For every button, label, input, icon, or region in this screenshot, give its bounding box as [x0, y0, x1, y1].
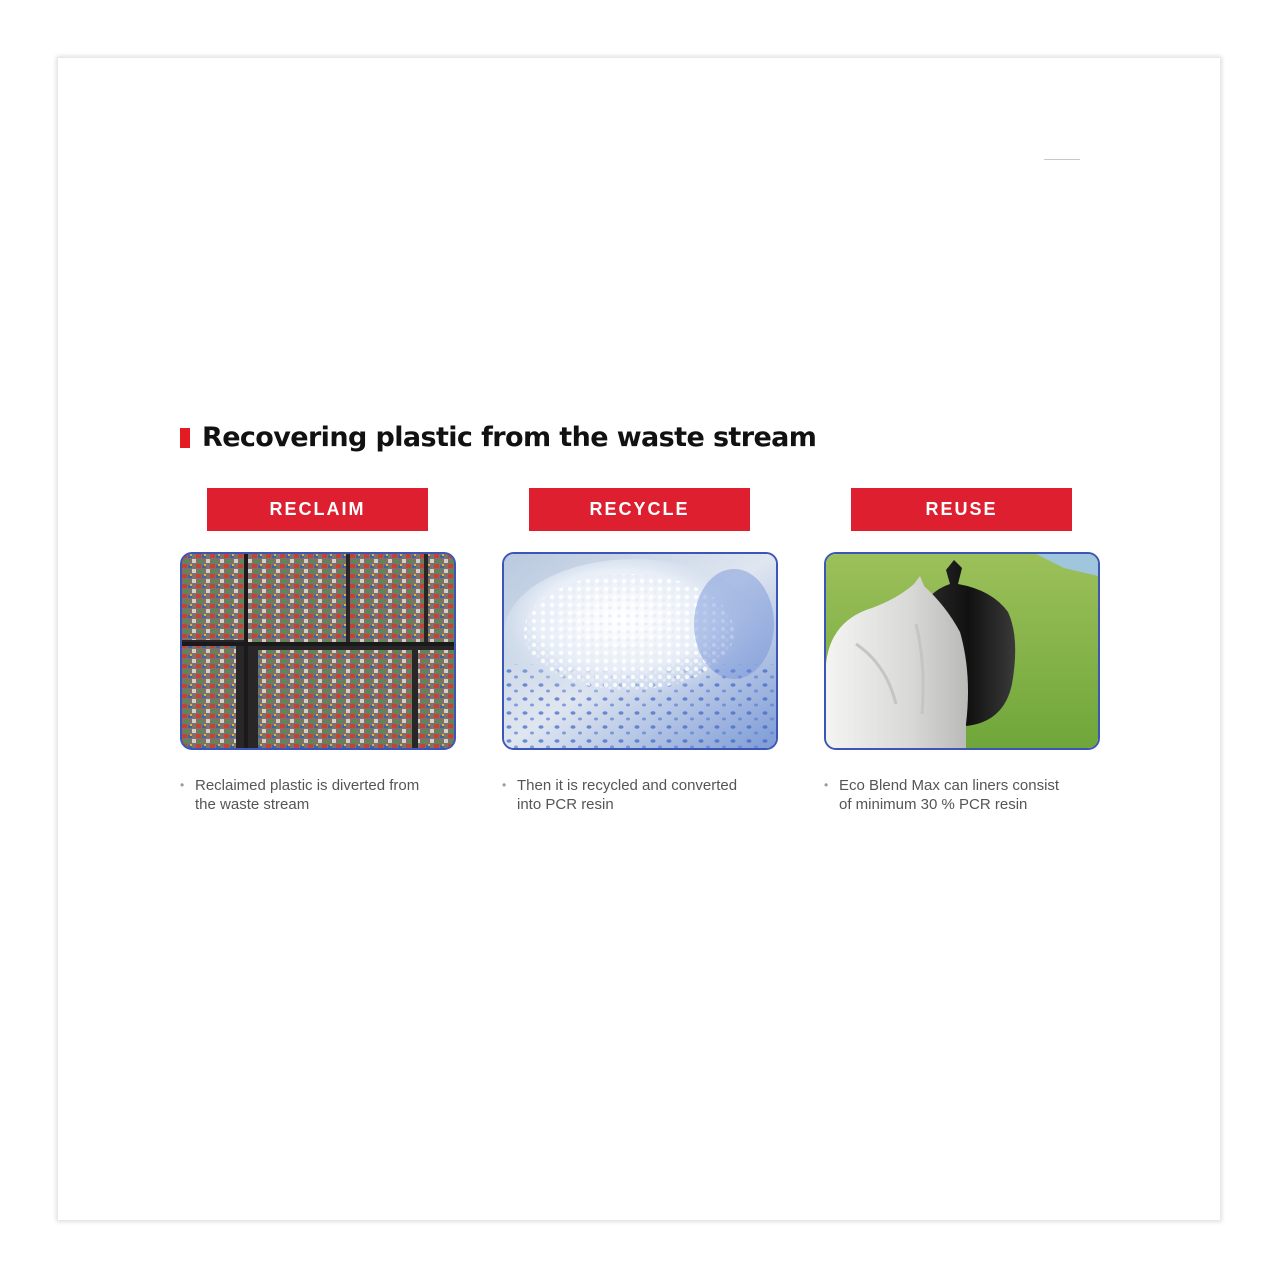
bullet-dot: • — [824, 778, 829, 792]
step-recycle — [502, 488, 782, 814]
step-caption-reclaim — [180, 776, 460, 814]
step-reuse — [824, 488, 1104, 814]
step-caption-reuse — [824, 776, 1104, 814]
bullet-dot: • — [502, 778, 507, 792]
step-label-recycle: RECYCLE — [529, 488, 750, 531]
bullet-dot: • — [180, 778, 185, 792]
headline-accent-bar — [180, 428, 190, 448]
headline — [180, 422, 816, 453]
step-label-reclaim: RECLAIM — [207, 488, 428, 531]
headline-text: Recovering plastic from the waste stream — [202, 422, 817, 453]
caption-text: Then it is recycled and converted into PCR resin — [517, 777, 738, 813]
step-reclaim — [180, 488, 460, 814]
corner-mark — [1044, 159, 1080, 160]
compressed-plastic-bales-photo — [180, 552, 456, 750]
document-page — [58, 58, 1220, 1220]
step-label-reuse: REUSE — [851, 488, 1072, 531]
step-caption-recycle — [502, 776, 782, 814]
caption-text: Eco Blend Max can liners consist of minimum 30 % PCR resin — [839, 777, 1060, 813]
pcr-resin-pellets-photo — [502, 552, 778, 750]
caption-text: Reclaimed plastic is diverted from the waste stream — [195, 777, 420, 813]
trash-bags-on-grass-photo — [824, 552, 1100, 750]
